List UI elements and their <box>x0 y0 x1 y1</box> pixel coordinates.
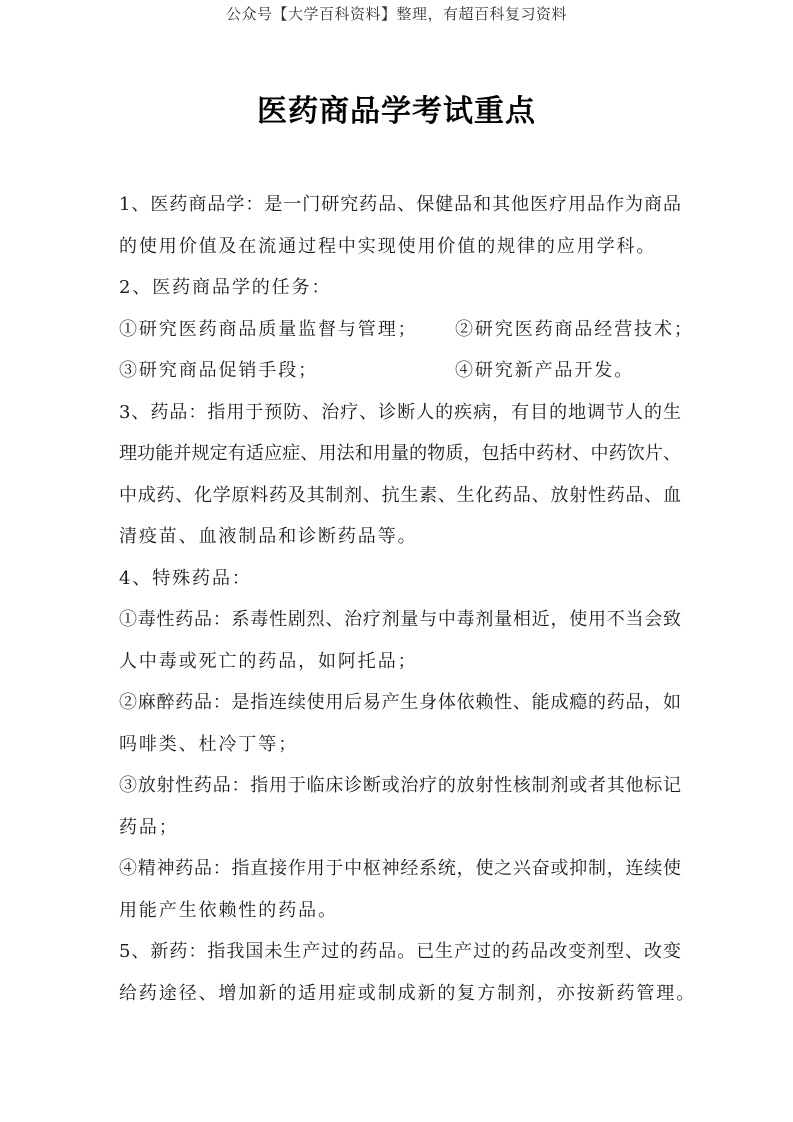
text-line: 1、医药商品学：是一门研究药品、保健品和其他医疗用品作为商品 <box>119 194 681 215</box>
text-line: 5、新药：指我国未生产过的药品。已生产过的药品改变剂型、改变 <box>119 941 681 962</box>
text-line: ①毒性药品：系毒性剧烈、治疗剂量与中毒剂量相近，使用不当会致 <box>119 609 681 630</box>
text-line: ③放射性药品：指用于临床诊断或治疗的放射性核制剂或者其他标记 <box>119 775 681 796</box>
task-row <box>119 314 699 356</box>
task-item: ①研究医药商品质量监督与管理； <box>119 318 418 340</box>
text-line: ②麻醉药品：是指连续使用后易产生身体依赖性、能成瘾的药品，如 <box>119 692 681 713</box>
page-header-watermark: 公众号【大学百科资料】整理，有超百科复习资料 <box>225 5 567 23</box>
text-line: 给药途径、增加新的适用症或制成新的复方制剂，亦按新药管理。 <box>119 982 697 1004</box>
text-line: ④精神药品：指直接作用于中枢神经系统，使之兴奋或抑制，连续使 <box>119 858 681 879</box>
text-line: 3、药品：指用于预防、治疗、诊断人的疾病，有目的地调节人的生 <box>119 401 681 423</box>
text-line: 2、医药商品学的任务： <box>119 277 332 298</box>
text-line: 的使用价值及在流通过程中实现使用价值的规律的应用学科。 <box>119 235 657 257</box>
task-row <box>119 355 699 397</box>
document-body <box>119 189 699 1019</box>
text-line: 4、特殊药品： <box>119 567 252 589</box>
text-line: 吗啡类、杜冷丁等； <box>119 733 299 755</box>
task-item: ④研究新产品开发。 <box>455 360 635 381</box>
text-line: 中成药、化学原料药及其制剂、抗生素、生化药品、放射性药品、血 <box>119 484 681 506</box>
text-line: 理功能并规定有适应症、用法和用量的物质，包括中药材、中药饮片、 <box>119 443 681 464</box>
document-title: 医药商品学考试重点 <box>257 94 536 129</box>
text-line: 清疫苗、血液制品和诊断药品等。 <box>119 526 418 547</box>
task-item: ②研究医药商品经营技术； <box>455 318 694 340</box>
text-line: 药品； <box>119 816 179 838</box>
text-line: 人中毒或死亡的药品，如阿托品； <box>119 650 418 672</box>
text-line: 用能产生依赖性的药品。 <box>119 899 338 921</box>
task-item: ③研究商品促销手段； <box>119 360 318 381</box>
